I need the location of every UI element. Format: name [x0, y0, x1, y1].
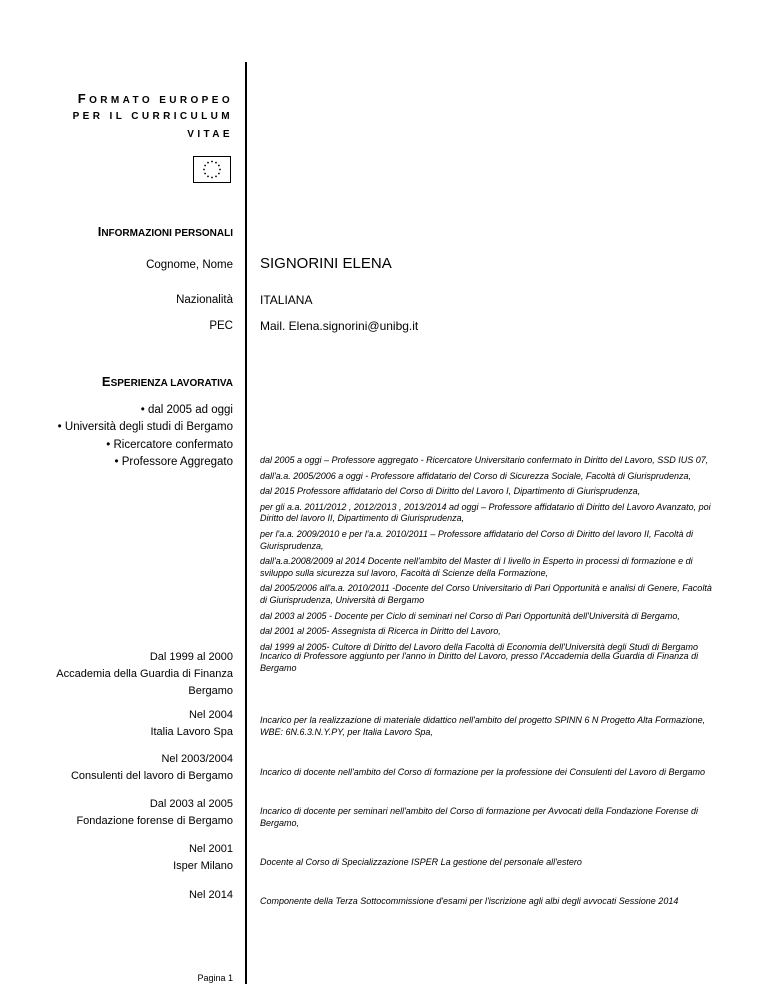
vertical-divider	[245, 62, 247, 984]
experience-entry-description: Incarico per la realizzazione di materiale didattico nell'ambito del progetto SPINN 6 N Progetto Alta Formazione, WBE: 6N.6.3.N.Y.PY, per Italia Lavoro Spa,	[260, 715, 706, 737]
experience-entry-description: Incarico di Professore aggiunto per l'anno in Diritto del Lavoro, presso l'Accademia della Guardia di Finanza di Bergamo	[260, 651, 699, 673]
entry-period: Nel 2003/2004	[161, 753, 233, 765]
experience-entry-side	[40, 887, 233, 904]
nationality-value: ITALIANA	[260, 293, 313, 307]
page-number: Pagina 1	[197, 973, 233, 983]
main-position-details	[260, 455, 720, 657]
entry-period: Nel 2004	[188, 709, 233, 721]
surname-name-value: SIGNORINI ELENA	[260, 255, 392, 272]
cv-title-line-3: VITAE	[187, 129, 233, 140]
entry-employer: Italia Lavoro Spa	[150, 726, 233, 738]
experience-entry-description: Incarico di docente per seminari nell'ambito del Corso di formazione per Avvocati della Fondazione Forense di Bergamo,	[260, 806, 698, 828]
experience-entry-description: Componente della Terza Sottocommissione d'esami per l'iscrizione agli albi degli avvocati Sessione 2014	[260, 896, 679, 906]
cv-title-line-2: PER IL CURRICULUM	[72, 111, 233, 122]
pec-label: PEC	[209, 320, 233, 332]
experience-entry-description: Incarico di docente nell'ambito del Corso di formazione per la professione dei Consulenti del Lavoro di Bergamo	[260, 767, 705, 777]
nationality-label: Nazionalità	[176, 294, 233, 306]
summary-bullet: • Università degli studi di Bergamo	[20, 419, 233, 436]
detail-item: dal 2005 a oggi – Professore aggregato - Ricercatore Universitario confermato in Diritto del Lavoro, SSD IUS 07,	[260, 455, 709, 465]
pec-value: Mail. Elena.signorini@unibg.it	[260, 319, 419, 333]
experience-entry-side	[40, 751, 233, 785]
work-experience-heading: ESPERIENZA LAVORATIVA	[101, 374, 233, 389]
detail-item: per gli a.a. 2011/2012 , 2012/2013 , 2013/2014 ad oggi – Professore affidatario di Diritto del Lavoro Avanzato, poi Diritto del lavoro II, Dipartimento di Giurisprudenza,	[260, 501, 711, 524]
entry-period: Nel 2014	[188, 889, 233, 901]
entry-employer: Consulenti del lavoro di Bergamo	[70, 770, 233, 782]
experience-entry-description: Docente al Corso di Specializzazione ISPER La gestione del personale all'estero	[260, 857, 582, 867]
detail-item: dall'a.a.2008/2009 al 2014 Docente nell'ambito del Master di I livello in Esperto in processi di formazione e di sviluppo sulla sicurezza sul lavoro, Facoltà di Scienze della Formazione,	[260, 556, 693, 578]
detail-item: dal 2003 al 2005 - Docente per Ciclo di seminari nel Corso di Pari Opportunità dell'Università di Bergamo,	[260, 610, 680, 621]
entry-location: Bergamo	[188, 685, 233, 697]
entry-employer: Fondazione forense di Bergamo	[76, 815, 233, 827]
entry-period: Nel 2001	[188, 843, 233, 855]
detail-item: dal 2001 al 2005- Assegnista di Ricerca in Diritto del Lavoro,	[260, 626, 501, 637]
personal-info-heading: INFORMAZIONI PERSONALI	[97, 224, 233, 239]
experience-entry-side	[40, 796, 233, 830]
detail-item: dal 2005/2006 all'a.a. 2010/2011 -Docente del Corso Universitario di Pari Opportunità e analisi di Genere, Facoltà di Giurisprudenza, Università di Bergamo	[260, 583, 712, 605]
eu-flag-icon	[193, 156, 231, 183]
experience-entry-side	[40, 649, 233, 700]
entry-employer: Accademia della Guardia di Finanza	[56, 668, 233, 680]
entry-period: Dal 1999 al 2000	[149, 651, 233, 663]
detail-item: dal 1999 al 2005- Cultore di Diritto del Lavoro della Facoltà di Economia dell'Università degli Studi di Bergamo	[260, 641, 698, 652]
detail-item: dal 2015 Professore affidatario del Corso di Diritto del Lavoro I, Dipartimento di Giurisprudenza,	[260, 486, 641, 497]
experience-entry-side	[40, 841, 233, 875]
surname-name-label: Cognome, Nome	[146, 259, 233, 271]
summary-bullet: • Professore Aggregato	[20, 454, 233, 471]
summary-bullet: • Ricercatore confermato	[20, 437, 233, 454]
detail-item: dall'a.a. 2005/2006 a oggi - Professore affidatario del Corso di Sicurezza Sociale, Facoltà di Giurisprudenza,	[260, 470, 691, 481]
cv-title-line-1: FORMATO EUROPEO	[77, 91, 233, 106]
summary-bullet: • dal 2005 ad oggi	[20, 402, 233, 419]
experience-entry-side	[40, 707, 233, 741]
entry-employer: Isper Milano	[173, 860, 233, 872]
detail-item: per l'a.a. 2009/2010 e per l'a.a. 2010/2011 – Professore affidatario del Corso di Diritto del lavoro II, Facoltà di Giurisprudenza,	[260, 528, 694, 551]
entry-period: Dal 2003 al 2005	[149, 798, 233, 810]
main-position-summary	[20, 402, 233, 471]
